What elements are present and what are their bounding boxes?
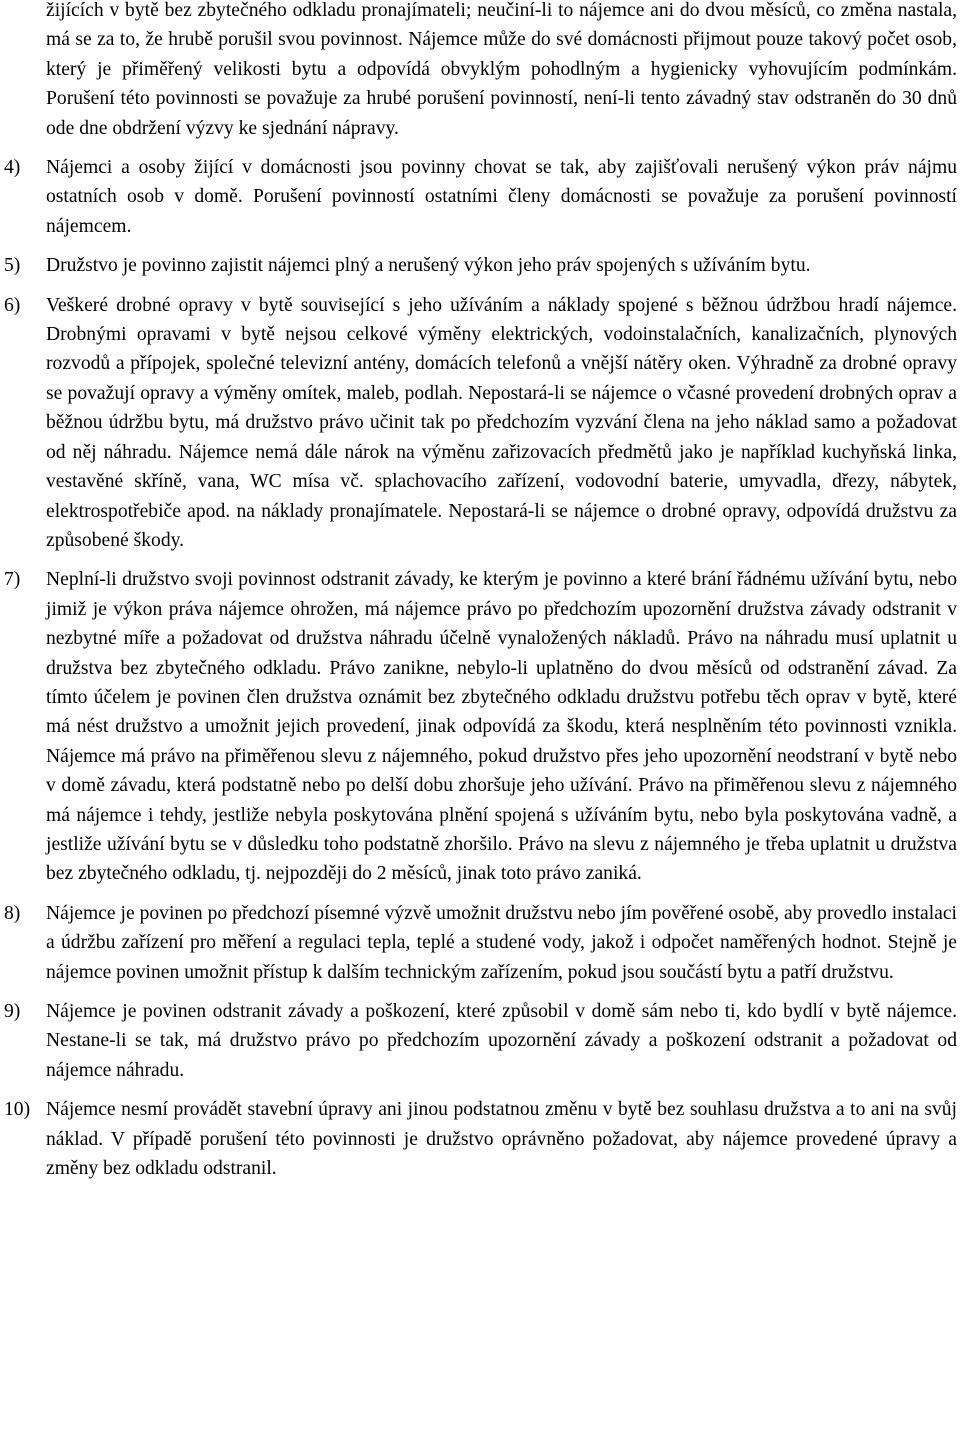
- list-item: [4, 997, 957, 1085]
- list-item: [4, 899, 957, 987]
- list-item: [4, 291, 957, 556]
- item-number: 5): [4, 255, 21, 277]
- list-item: [4, 1095, 957, 1183]
- item-text: Nájemci a osoby žijící v domácnosti jsou povinny chovat se tak, aby zajišťovali nerušený výkon práv nájmu ostatních osob v domě. Porušení povinností ostatními členy domácnosti se považuje za porušení povinností nájemcem.: [46, 157, 957, 237]
- item-number: 4): [4, 157, 21, 179]
- item-text: Družstvo je povinno zajistit nájemci plný a nerušený výkon jeho práv spojených s užíváním bytu.: [46, 255, 811, 277]
- item-text: Nájemce je povinen odstranit závady a poškození, které způsobil v domě sám nebo ti, kdo bydlí v bytě nájemce. Nestane-li se tak, má družstvo právo po předchozím upozornění závady a poškození odstranit a požadovat od nájemce náhradu.: [46, 1001, 957, 1081]
- item-text: Neplní-li družstvo svoji povinnost odstranit závady, ke kterým je povinno a které brání řádnému užívání bytu, nebo jimiž je výkon práva nájemce ohrožen, má nájemce právo po předchozím upozornění družstva závady odstranit v nezbytné míře a požadovat od družstva náhradu účelně vynaložených nákladů. Právo na náhradu musí uplatnit u družstva bez zbytečného odkladu. Právo zanikne, nebylo-li uplatněno do dvou měsíců od odstranění závad. Za tímto účelem je povinen člen družstva oznámit bez zbytečného odkladu družstvu potřebu těch oprav v bytě, které má nést družstvo a umožnit jejich provedení, jinak odpovídá za škodu, která nesplněním této povinnosti vznikla. Nájemce má právo na přiměřenou slevu z nájemného, pokud družstvo přes jeho upozornění neodstraní v bytě nebo v domě závadu, která podstatně nebo po delší dobu zhoršuje jeho užívání. Právo na přiměřenou slevu z nájemného má nájemce i tehdy, jestliže nebyla poskytována plnění spojená s užíváním bytu, nebo byla poskytována vadně, a jestliže užívání bytu se v důsledku toho podstatně zhoršilo. Právo na slevu z nájemného je třeba uplatnit u družstva bez zbytečného odkladu, tj. nejpozději do 2 měsíců, jinak toto právo zaniká.: [46, 569, 957, 885]
- list-item: [4, 153, 957, 241]
- item-text: Nájemce nesmí provádět stavební úpravy ani jinou podstatnou změnu v bytě bez souhlasu družstva a to ani na svůj náklad. V případě porušení této povinnosti je družstvo oprávněno požadovat, aby nájemce provedené úpravy a změny bez odkladu odstranil.: [46, 1099, 957, 1180]
- item-number: 8): [4, 902, 21, 924]
- item-number: 6): [4, 294, 21, 316]
- continuation-paragraph: žijících v bytě bez zbytečného odkladu pronajímateli; neučiní-li to nájemce ani do dvou měsíců, co změna nastala, má se za to, že hrubě porušil svou povinnost. Nájemce může do své domácnosti přijmout pouze takový počet osob, který je přiměřený velikosti bytu a odpovídá obvyklým pohodlným a hygienicky vyhovujícím podmínkám. Porušení této povinnosti se považuje za hrubé porušení povinností, není-li tento závadný stav odstraněn do 30 dnů ode dne obdržení výzvy ke sjednání nápravy.: [46, 0, 957, 139]
- list-item: [4, 565, 957, 888]
- item-number: 10): [4, 1099, 31, 1121]
- list-item: [4, 251, 957, 280]
- item-text: Nájemce je povinen po předchozí písemné výzvě umožnit družstvu nebo jím pověřené osobě, aby provedlo instalaci a údržbu zařízení pro měření a regulaci tepla, teplé a studené vody, jakož i odpočet naměřených hodnot. Stejně je nájemce povinen umožnit přístup k dalším technickým zařízením, pokud jsou součástí bytu a patří družstvu.: [46, 902, 957, 983]
- item-text: Veškeré drobné opravy v bytě související s jeho užíváním a náklady spojené s běžnou údržbou hradí nájemce. Drobnými opravami v bytě nejsou celkové výměny elektrických, vodoinstalačních, kanalizačních, plynových rozvodů a přípojek, společné televizní antény, domácích telefonů a vnější nátěry oken. Výhradně za drobné opravy se považují opravy a výměny omítek, maleb, podlah. Nepostará-li se nájemce o včasné provedení drobných oprav a běžnou údržbu bytu, má družstvo právo učinit tak po předchozím vyzvání člena na jeho náklad samo a požadovat od něj náhradu. Nájemce nemá dále nárok na výměnu zařizovacích předmětů jako je například kuchyňská linka, vestavěné skříně, vana, WC mísa vč. splachovacího zařízení, vodovodní baterie, umyvadla, dřezy, nábytek, elektrospotřebiče apod. na náklady pronajímatele. Nepostará-li se nájemce o drobné opravy, odpovídá družstvu za způsobené škody.: [46, 294, 957, 551]
- item-number: 7): [4, 569, 21, 591]
- item-number: 9): [4, 1001, 21, 1022]
